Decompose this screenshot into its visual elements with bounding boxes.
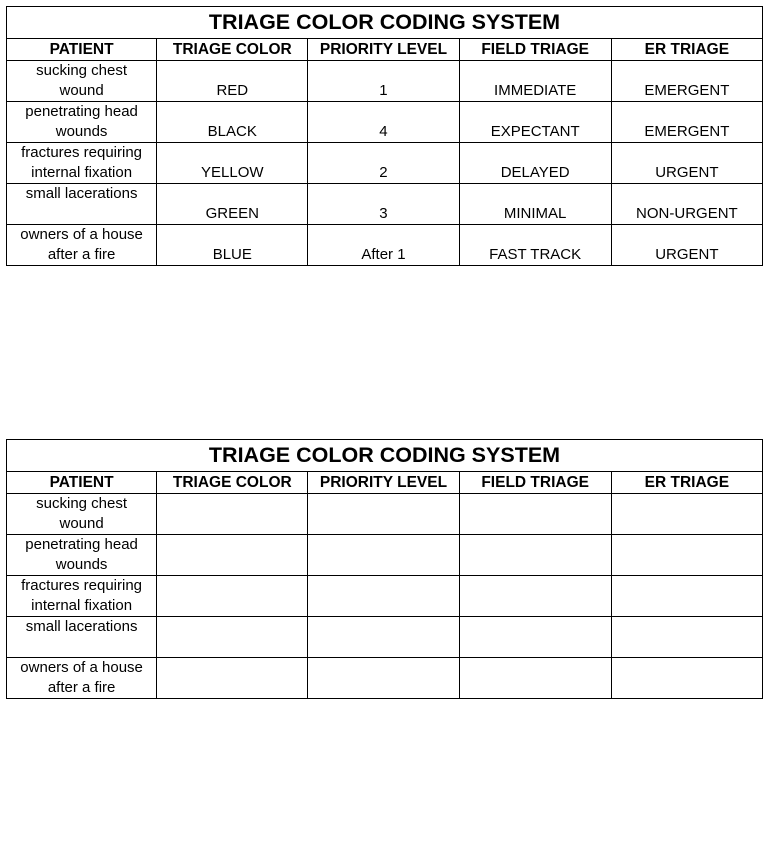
priority-level-blank-cell[interactable]	[308, 535, 459, 576]
table-row	[7, 576, 763, 617]
patient-cell: sucking chest wound	[7, 494, 157, 535]
field-triage-blank-cell[interactable]	[459, 494, 611, 535]
header-field-triage: FIELD TRIAGE	[459, 472, 611, 494]
triage-color-cell: RED	[157, 61, 308, 102]
priority-level-cell: 4	[308, 102, 459, 143]
er-triage-blank-cell[interactable]	[611, 617, 762, 658]
field-triage-cell: DELAYED	[459, 143, 611, 184]
priority-level-cell: 3	[308, 184, 459, 225]
er-triage-blank-cell[interactable]	[611, 535, 762, 576]
triage-color-cell: GREEN	[157, 184, 308, 225]
priority-level-cell: 2	[308, 143, 459, 184]
er-triage-cell: EMERGENT	[611, 61, 762, 102]
table-row	[7, 102, 763, 143]
triage-color-cell: BLUE	[157, 225, 308, 266]
triage-color-blank-cell[interactable]	[157, 617, 308, 658]
table-row	[7, 184, 763, 225]
table-title-row	[7, 7, 763, 39]
patient-cell: owners of a house after a fire	[7, 225, 157, 266]
table-row	[7, 143, 763, 184]
header-patient: PATIENT	[7, 39, 157, 61]
patient-cell: penetrating head wounds	[7, 535, 157, 576]
header-triage-color: TRIAGE COLOR	[157, 39, 308, 61]
header-er-triage: ER TRIAGE	[611, 39, 762, 61]
er-triage-blank-cell[interactable]	[611, 494, 762, 535]
er-triage-cell: URGENT	[611, 225, 762, 266]
field-triage-cell: IMMEDIATE	[459, 61, 611, 102]
er-triage-cell: NON-URGENT	[611, 184, 762, 225]
patient-cell: fractures requiring internal fixation	[7, 143, 157, 184]
triage-color-cell: YELLOW	[157, 143, 308, 184]
field-triage-blank-cell[interactable]	[459, 535, 611, 576]
table-row	[7, 494, 763, 535]
priority-level-blank-cell[interactable]	[308, 494, 459, 535]
er-triage-blank-cell[interactable]	[611, 576, 762, 617]
triage-color-blank-cell[interactable]	[157, 658, 308, 699]
header-priority-level: PRIORITY LEVEL	[308, 39, 459, 61]
field-triage-cell: FAST TRACK	[459, 225, 611, 266]
table-row	[7, 61, 763, 102]
header-priority-level: PRIORITY LEVEL	[308, 472, 459, 494]
patient-cell: penetrating head wounds	[7, 102, 157, 143]
field-triage-blank-cell[interactable]	[459, 617, 611, 658]
table-header-row	[7, 472, 763, 494]
table-row	[7, 225, 763, 266]
priority-level-cell: After 1	[308, 225, 459, 266]
triage-color-blank-cell[interactable]	[157, 535, 308, 576]
header-triage-color: TRIAGE COLOR	[157, 472, 308, 494]
table-row	[7, 535, 763, 576]
field-triage-cell: MINIMAL	[459, 184, 611, 225]
patient-cell: small lacerations	[7, 617, 157, 658]
er-triage-blank-cell[interactable]	[611, 658, 762, 699]
field-triage-cell: EXPECTANT	[459, 102, 611, 143]
priority-level-cell: 1	[308, 61, 459, 102]
table-header-row	[7, 39, 763, 61]
triage-table-filled	[6, 6, 763, 266]
field-triage-blank-cell[interactable]	[459, 576, 611, 617]
table-title: TRIAGE COLOR CODING SYSTEM	[7, 7, 763, 39]
er-triage-cell: EMERGENT	[611, 102, 762, 143]
patient-cell: small lacerations	[7, 184, 157, 225]
patient-cell: fractures requiring internal fixation	[7, 576, 157, 617]
priority-level-blank-cell[interactable]	[308, 658, 459, 699]
header-er-triage: ER TRIAGE	[611, 472, 762, 494]
triage-color-blank-cell[interactable]	[157, 494, 308, 535]
triage-table-blank	[6, 439, 763, 699]
header-field-triage: FIELD TRIAGE	[459, 39, 611, 61]
triage-color-blank-cell[interactable]	[157, 576, 308, 617]
patient-cell: sucking chest wound	[7, 61, 157, 102]
triage-color-cell: BLACK	[157, 102, 308, 143]
table-row	[7, 658, 763, 699]
patient-cell: owners of a house after a fire	[7, 658, 157, 699]
priority-level-blank-cell[interactable]	[308, 617, 459, 658]
field-triage-blank-cell[interactable]	[459, 658, 611, 699]
header-patient: PATIENT	[7, 472, 157, 494]
table-title: TRIAGE COLOR CODING SYSTEM	[7, 440, 763, 472]
priority-level-blank-cell[interactable]	[308, 576, 459, 617]
er-triage-cell: URGENT	[611, 143, 762, 184]
table-row	[7, 617, 763, 658]
table-title-row	[7, 440, 763, 472]
